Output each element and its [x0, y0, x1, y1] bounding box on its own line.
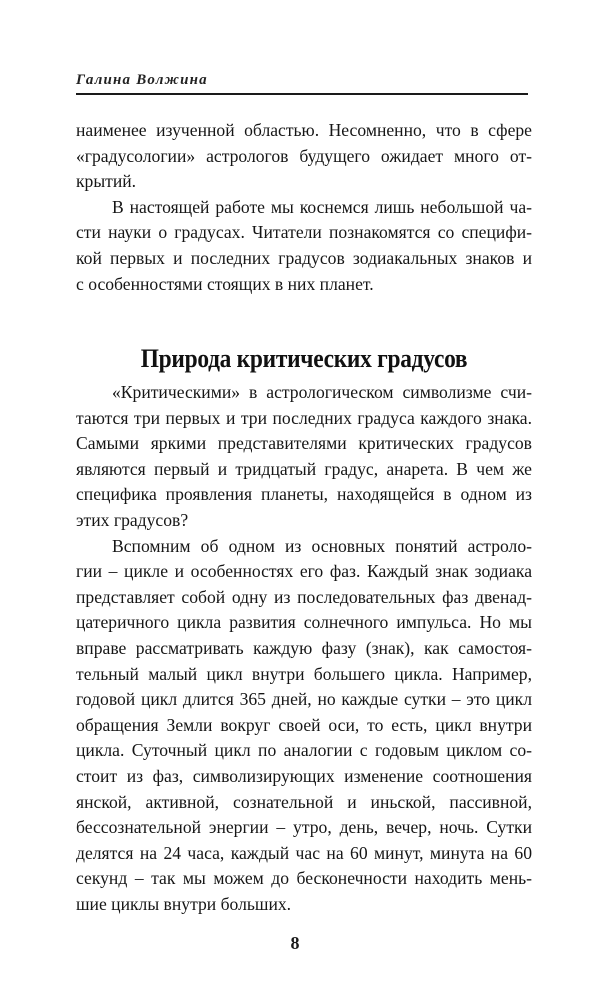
text-line: цатеричного цикла развития солнечного импульса. Но мы [76, 612, 532, 633]
page-number: 8 [290, 933, 300, 953]
text-line: секунд – так мы можем до бесконечности находить мень- [76, 868, 532, 889]
text-line: гии – цикле и особенностях его фаз. Каждый знак зодиака [76, 561, 532, 582]
header-rule [76, 93, 528, 95]
text-line: кой первых и последних градусов зодиакальных знаков и [76, 247, 532, 268]
text-line: «Критическими» в астрологическом символизме счи- [112, 382, 532, 402]
text-line: шие циклы внутри больших. [76, 893, 292, 914]
text-line: тельный малый цикл внутри большего цикла. Например, [76, 663, 532, 684]
text-line: вправе рассматривать каждую фазу (знак), как самостоя- [76, 637, 532, 658]
intro-paragraph-2 [76, 195, 532, 297]
running-head-author: Галина Волжина [76, 72, 208, 88]
text-line: стоит из фаз, символизирующих изменение соотношения [76, 765, 532, 786]
text-line: с особенностями стоящих в них планет. [76, 273, 374, 294]
text-line: сти науки о градусах. Читатели познакомятся со специфи- [76, 222, 532, 243]
section-paragraph-1 [76, 380, 532, 534]
section-paragraph-2 [76, 534, 532, 918]
text-line: В настоящей работе мы коснемся лишь небольшой ча- [112, 196, 532, 217]
text-line: крытий. [76, 171, 137, 192]
text-line: специфика проявления планеты, находящейся в одном из [76, 484, 532, 505]
text-line: таются три первых и три последних градуса каждого знака. [76, 407, 532, 428]
intro-text [76, 118, 532, 297]
text-line: этих градусов? [76, 509, 189, 530]
text-line: обращения Земли вокруг своей оси, то есть, цикл внутри [76, 714, 532, 735]
text-line: янской, активной, сознательной и иньской, пассивной, [76, 791, 532, 812]
intro-paragraph-1 [76, 118, 532, 195]
text-line: являются первый и тридцатый градус, анарета. В чем же [76, 458, 532, 479]
text-line: годовой цикл длится 365 дней, но каждые сутки – это цикл [76, 689, 532, 710]
text-line: бессознательной энергии – утро, день, вечер, ночь. Сутки [76, 817, 532, 838]
text-line: «градусологии» астрологов будущего ожидает много от- [76, 145, 532, 166]
text-line: цикла. Суточный цикл по аналогии с годовым циклом со- [76, 740, 532, 761]
section-heading: Природа критических градусов [140, 343, 468, 373]
text-line: Вспомним об одном из основных понятий астроло- [112, 535, 532, 556]
text-line: представляет собой одну из последовательных фаз двенад- [76, 586, 532, 607]
text-line: Самыми яркими представителями критических градусов [76, 433, 532, 454]
text-line: делятся на 24 часа, каждый час на 60 минут, минута на 60 [76, 842, 532, 863]
text-line: наименее изученной областью. Несомненно, что в сфере [76, 120, 532, 140]
section-text [76, 380, 532, 917]
